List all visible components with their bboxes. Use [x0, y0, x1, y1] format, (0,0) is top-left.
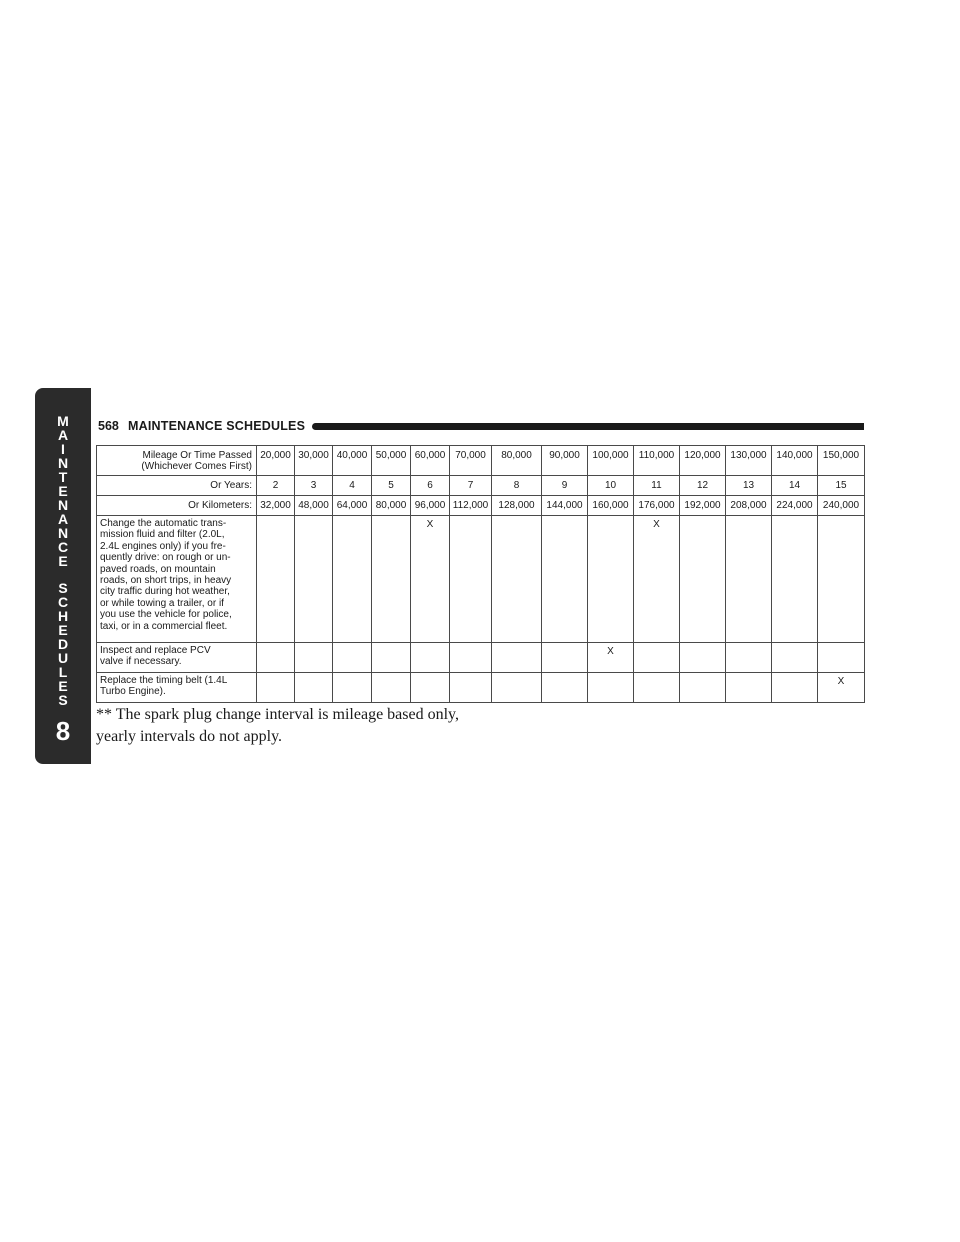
service-mark-cell: X — [411, 516, 450, 643]
service-description-line: Replace the timing belt (1.4L — [100, 675, 228, 686]
side-tab-letter: S — [58, 692, 68, 708]
service-mark-cell — [588, 673, 634, 703]
service-mark-cell: X — [588, 643, 634, 673]
years-row — [97, 476, 865, 496]
mileage-label-line: (Whichever Comes First) — [141, 461, 252, 472]
mileage-cell: 60,000 — [411, 446, 450, 476]
mileage-cell: 30,000 — [295, 446, 333, 476]
side-tab-letter: A — [57, 511, 69, 527]
years-cell: 10 — [588, 476, 634, 496]
service-mark-cell — [295, 516, 333, 643]
service-mark-cell — [492, 673, 542, 703]
service-description-line: taxi, or in a commercial fleet. — [100, 620, 228, 632]
service-description-line: valve if necessary. — [100, 656, 182, 668]
service-description-line: Change the automatic trans- — [100, 518, 227, 529]
spark-plug-footnote — [96, 704, 516, 748]
service-mark-cell — [333, 673, 372, 703]
side-tab-letter: N — [57, 497, 69, 513]
mileage-cell: 50,000 — [372, 446, 411, 476]
years-cell: 9 — [542, 476, 588, 496]
service-mark-cell — [680, 516, 726, 643]
years-cell: 6 — [411, 476, 450, 496]
mileage-cell: 90,000 — [542, 446, 588, 476]
service-mark-cell — [333, 643, 372, 673]
service-mark-cell — [726, 673, 772, 703]
kilometers-cell: 224,000 — [772, 496, 818, 516]
years-cell: 5 — [372, 476, 411, 496]
service-mark-cell — [333, 516, 372, 643]
mileage-row — [97, 446, 865, 476]
service-mark-cell — [818, 516, 865, 643]
service-mark-cell — [492, 516, 542, 643]
footnote-line-1: ** The spark plug change interval is mileage based only, — [96, 706, 460, 723]
service-description — [97, 643, 257, 673]
side-tab-letter: E — [58, 678, 68, 694]
service-mark-cell: X — [634, 516, 680, 643]
service-mark-cell — [680, 643, 726, 673]
service-mark-cell — [772, 516, 818, 643]
service-mark-cell — [257, 516, 295, 643]
side-tab-letter: E — [58, 622, 68, 638]
kilometers-cell: 112,000 — [450, 496, 492, 516]
kilometers-row — [97, 496, 865, 516]
mileage-cell: 70,000 — [450, 446, 492, 476]
kilometers-label-cell: Or Kilometers: — [97, 496, 257, 516]
section-title: MAINTENANCE SCHEDULES — [128, 419, 306, 433]
service-mark-cell: X — [818, 673, 865, 703]
mileage-cell: 100,000 — [588, 446, 634, 476]
side-tab-letter: C — [57, 594, 69, 610]
page-header — [98, 418, 864, 436]
mileage-cell: 140,000 — [772, 446, 818, 476]
service-mark-cell — [588, 516, 634, 643]
kilometers-cell: 240,000 — [818, 496, 865, 516]
service-mark-cell — [680, 673, 726, 703]
footnote-line-2: yearly intervals do not apply. — [96, 728, 283, 745]
service-mark-cell — [772, 643, 818, 673]
mileage-cell: 20,000 — [257, 446, 295, 476]
service-row — [97, 516, 865, 643]
kilometers-cell: 144,000 — [542, 496, 588, 516]
years-cell: 2 — [257, 476, 295, 496]
service-mark-cell — [411, 673, 450, 703]
side-tab-letter: D — [57, 636, 69, 652]
kilometers-cell: 32,000 — [257, 496, 295, 516]
service-description-line: mission fluid and filter (2.0L, — [100, 529, 225, 541]
service-description-line: or while towing a trailer, or if — [100, 597, 224, 609]
service-mark-cell — [542, 516, 588, 643]
service-mark-cell — [450, 673, 492, 703]
years-cell: 4 — [333, 476, 372, 496]
side-tab-letter: C — [57, 539, 69, 555]
header-rule — [312, 423, 864, 430]
mileage-label-cell — [97, 446, 257, 476]
kilometers-cell: 192,000 — [680, 496, 726, 516]
years-cell: 11 — [634, 476, 680, 496]
years-cell: 7 — [450, 476, 492, 496]
years-cell: 15 — [818, 476, 865, 496]
chapter-side-tab — [35, 388, 91, 764]
side-tab-letter: E — [58, 483, 68, 499]
service-mark-cell — [634, 643, 680, 673]
service-description-line: 2.4L engines only) if you fre- — [100, 540, 226, 552]
mileage-cell: 150,000 — [818, 446, 865, 476]
side-tab-letter: L — [58, 664, 68, 680]
service-mark-cell — [372, 516, 411, 643]
mileage-cell: 110,000 — [634, 446, 680, 476]
page-number: 568 — [98, 419, 119, 433]
years-cell: 8 — [492, 476, 542, 496]
service-description — [97, 673, 257, 703]
maintenance-schedule-table — [96, 445, 865, 703]
service-description-line: city traffic during hot weather, — [100, 586, 230, 598]
service-mark-cell — [295, 673, 333, 703]
kilometers-cell: 128,000 — [492, 496, 542, 516]
service-mark-cell — [542, 643, 588, 673]
service-mark-cell — [372, 673, 411, 703]
service-description-line: you use the vehicle for police, — [100, 609, 232, 621]
years-cell: 14 — [772, 476, 818, 496]
side-tab-letter: A — [57, 427, 69, 443]
service-mark-cell — [295, 643, 333, 673]
service-description-line: paved roads, on mountain — [100, 563, 216, 575]
service-description — [97, 516, 257, 643]
service-mark-cell — [450, 643, 492, 673]
side-tab-letter: H — [57, 608, 69, 624]
service-description-line: quently drive: on rough or un- — [100, 552, 231, 564]
service-mark-cell — [726, 643, 772, 673]
kilometers-cell: 96,000 — [411, 496, 450, 516]
service-mark-cell — [257, 673, 295, 703]
service-mark-cell — [257, 643, 295, 673]
service-mark-cell — [492, 643, 542, 673]
mileage-cell: 80,000 — [492, 446, 542, 476]
side-tab-letter: I — [61, 441, 65, 457]
side-tab-letter: S — [58, 580, 68, 596]
service-description-line: Turbo Engine). — [100, 686, 166, 698]
service-mark-cell — [450, 516, 492, 643]
chapter-side-tab-letters — [35, 414, 91, 707]
service-mark-cell — [411, 643, 450, 673]
years-cell: 3 — [295, 476, 333, 496]
kilometers-cell: 208,000 — [726, 496, 772, 516]
mileage-cell: 120,000 — [680, 446, 726, 476]
kilometers-cell: 64,000 — [333, 496, 372, 516]
side-tab-letter: N — [57, 455, 69, 471]
side-tab-letter: M — [57, 413, 69, 429]
service-row — [97, 643, 865, 673]
kilometers-cell: 176,000 — [634, 496, 680, 516]
service-mark-cell — [634, 673, 680, 703]
service-description-line: roads, on short trips, in heavy — [100, 575, 232, 587]
years-label-cell: Or Years: — [97, 476, 257, 496]
service-mark-cell — [726, 516, 772, 643]
kilometers-cell: 48,000 — [295, 496, 333, 516]
years-cell: 13 — [726, 476, 772, 496]
service-mark-cell — [542, 673, 588, 703]
side-tab-letter: T — [58, 469, 68, 485]
service-mark-cell — [818, 643, 865, 673]
side-tab-letter: N — [57, 525, 69, 541]
service-mark-cell — [372, 643, 411, 673]
side-tab-letter: E — [58, 553, 68, 569]
service-description-line: Inspect and replace PCV — [100, 645, 211, 656]
chapter-number: 8 — [55, 716, 71, 746]
years-cell: 12 — [680, 476, 726, 496]
mileage-cell: 130,000 — [726, 446, 772, 476]
kilometers-cell: 80,000 — [372, 496, 411, 516]
mileage-label-line: Mileage Or Time Passed — [142, 450, 252, 461]
service-mark-cell — [772, 673, 818, 703]
side-tab-letter: U — [57, 650, 69, 666]
mileage-cell: 40,000 — [333, 446, 372, 476]
service-row — [97, 673, 865, 703]
kilometers-cell: 160,000 — [588, 496, 634, 516]
